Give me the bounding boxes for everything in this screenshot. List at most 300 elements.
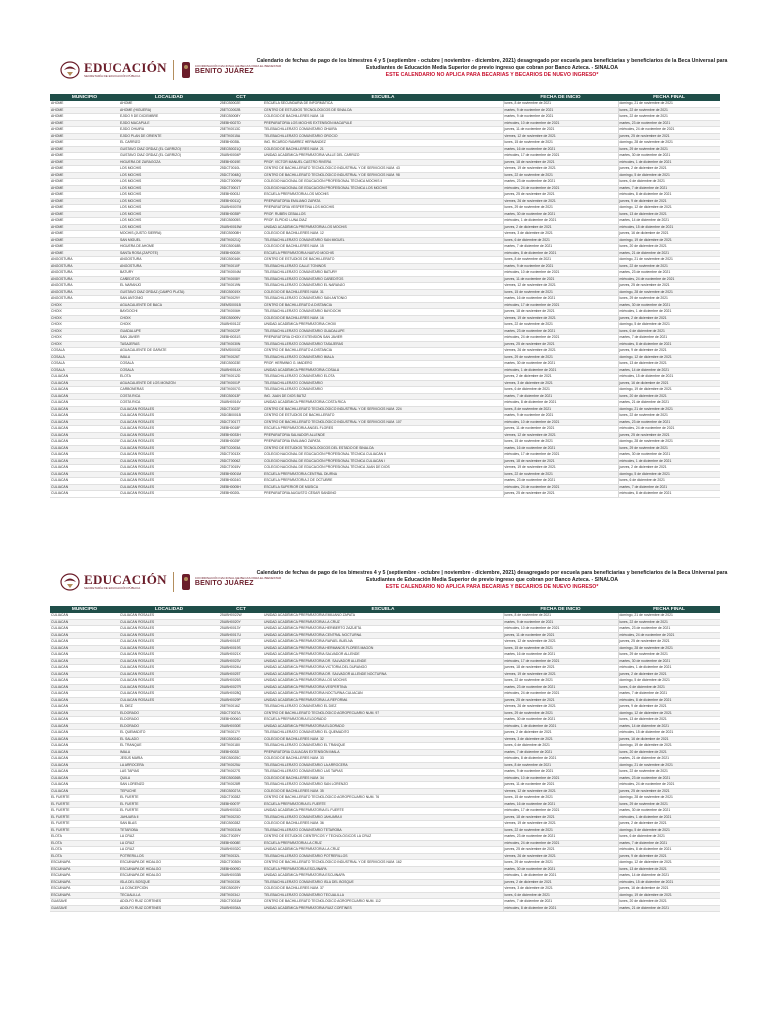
cell-fecha-final: lunes, 29 de noviembre de 2021 (618, 652, 720, 659)
cell-fecha-inicio: viernes, 26 de noviembre de 2021 (503, 348, 618, 355)
cell-escuela: PREPARATORIA EMILIANO ZAPATA (263, 198, 503, 205)
cell-municipio: EL FUERTE (50, 821, 119, 828)
cell-cct: 25UBH0032C (219, 847, 263, 854)
cell-fecha-final: lunes, 13 de diciembre de 2021 (618, 211, 720, 218)
cell-fecha-inicio: martes, 23 de noviembre de 2021 (503, 834, 618, 841)
cell-municipio: ANGOSTURA (50, 296, 119, 303)
cell-escuela: PREPARATORIA VESPERTINA LOS MOCHIS (263, 205, 503, 212)
cell-escuela: COLEGIO DE BACHILLERES NUM. 34 (263, 775, 503, 782)
cell-escuela: PROF. ELPIDIO LUNA DÍAZ (263, 218, 503, 225)
cell-fecha-inicio: miércoles, 17 de noviembre de 2021 (503, 302, 618, 309)
cell-localidad: LOS MOCHIS (119, 218, 219, 225)
cell-cct: 25UBH0004P (219, 153, 263, 160)
cell-cct: 25DCT0022F (219, 406, 263, 413)
cell-fecha-final: lunes, 6 de diciembre de 2021 (618, 834, 720, 841)
cell-escuela: TELEBACHILLERATO COMUNITARIO LA ARROCERA (263, 762, 503, 769)
cell-municipio: CULIACÁN (50, 626, 119, 633)
cell-cct: 25ECB0024D (219, 736, 263, 743)
cell-fecha-final: miércoles, 1 de diciembre de 2021 (618, 159, 720, 166)
cell-escuela: CENTRO DE BACHILLERATO A DISTANCIA (263, 348, 503, 355)
cell-escuela: COLEGIO NACIONAL DE EDUCACIÓN PROFESIONAL TÉCNICA CULIACÁN II (263, 452, 503, 459)
col-localidad: LOCALIDAD (119, 606, 219, 613)
cell-cct: 25UBH0012Z (219, 322, 263, 329)
cell-cct: 25EBH0027D (219, 120, 263, 127)
cell-fecha-inicio: lunes, 6 de diciembre de 2021 (503, 892, 618, 899)
cell-localidad: LAS TAPIAS (119, 769, 219, 776)
cell-escuela: ING. RICARDO RAMÍREZ HERNÁNDEZ (263, 140, 503, 147)
cell-fecha-inicio: martes, 7 de diciembre de 2021 (503, 749, 618, 756)
cell-cct: 25DCT0009W (219, 179, 263, 186)
cell-cct: 25ETK0017Y (219, 730, 263, 737)
cell-fecha-inicio: jueves, 2 de diciembre de 2021 (503, 374, 618, 381)
cell-escuela: COLEGIO NACIONAL DE EDUCACIÓN PROFESIONAL TÉCNICA CULIACÁN I (263, 458, 503, 465)
cell-fecha-final: lunes, 22 de noviembre de 2021 (618, 413, 720, 420)
cell-escuela: COLEGIO DE BACHILLERES NUM. 18 (263, 114, 503, 121)
cell-escuela: UNIDAD ACADÉMICA PREPARATORIA VESPERTINA (263, 684, 503, 691)
cell-fecha-inicio: miércoles, 1 de diciembre de 2021 (503, 873, 618, 880)
cell-municipio: CULIACÁN (50, 665, 119, 672)
cell-municipio: CULIACÁN (50, 736, 119, 743)
cell-escuela: UNIDAD ACADÉMICA PREPARATORIA DR. SALVADOR ALLENDE NOCTURNA (263, 671, 503, 678)
col-escuela: ESCUELA (263, 94, 503, 101)
cell-municipio: AHOME (50, 159, 119, 166)
cell-localidad: CULIACÁN ROSALES (119, 452, 219, 459)
cell-fecha-inicio: viernes, 19 de noviembre de 2021 (503, 166, 618, 173)
cell-fecha-inicio: lunes, 22 de noviembre de 2021 (503, 172, 618, 179)
cell-municipio: AHOME (50, 211, 119, 218)
cell-escuela: COLEGIO DE BACHILLERES NUM. 32 (263, 736, 503, 743)
cell-fecha-inicio: viernes, 3 de diciembre de 2021 (503, 231, 618, 238)
cell-escuela: TELEBACHILLERATO COMUNITARIO TECUALILLA (263, 892, 503, 899)
cell-cct: 25ECB0026B (219, 775, 263, 782)
cell-cct: 25ETC0003A (219, 445, 263, 452)
cell-cct: 25ECB0016K (219, 257, 263, 264)
cell-localidad: SAN LORENZO (119, 782, 219, 789)
cell-fecha-inicio: viernes, 26 de noviembre de 2021 (503, 704, 618, 711)
cell-cct: 25ETK0013C (219, 127, 263, 134)
cell-municipio: CULIACÁN (50, 445, 119, 452)
cell-localidad: CULIACÁN ROSALES (119, 632, 219, 639)
cell-cct: 25UBH0017U (219, 632, 263, 639)
cell-localidad: SAN ANTONIO (119, 296, 219, 303)
cell-municipio: ELOTA (50, 834, 119, 841)
cell-fecha-final: miércoles, 15 de diciembre de 2021 (618, 224, 720, 231)
cell-escuela: UNIDAD ACADÉMICA PREPARATORIA LOS MOCHIS (263, 224, 503, 231)
cell-cct: 25EMS0001B (219, 302, 263, 309)
cell-municipio: AHOME (50, 120, 119, 127)
cell-escuela: TELEBACHILLERATO COMUNITARIO ISLA DEL BOSQUE (263, 879, 503, 886)
cell-localidad: CULIACÁN ROSALES (119, 432, 219, 439)
cell-localidad: TASAJERAS (119, 341, 219, 348)
cell-escuela: UNIDAD ACADÉMICA PREPARATORIA COSTA RICA (263, 400, 503, 407)
cell-municipio: ELOTA (50, 847, 119, 854)
cell-municipio: CULIACÁN (50, 671, 119, 678)
cell-cct: 25EBH0025F (219, 439, 263, 446)
cell-escuela: UNIDAD ACADÉMICA PREPARATORIA RUIZ CORTINES (263, 905, 503, 912)
cell-fecha-final: jueves, 2 de diciembre de 2021 (618, 465, 720, 472)
cell-localidad: GUSTAVO DÍAZ ORDAZ (EL CARRIZO) (119, 153, 219, 160)
cell-cct: 25ETK0032L (219, 853, 263, 860)
cell-escuela: TELEBACHILLERATO COMUNITARIO EL QUEMADITO (263, 730, 503, 737)
cell-cct: 25EBH0008E (219, 840, 263, 847)
cell-cct: 25UBH0021X (219, 652, 263, 659)
cell-fecha-inicio: jueves, 2 de diciembre de 2021 (503, 730, 618, 737)
col-fecha-final: FECHA FINAL (618, 606, 720, 613)
cell-cct: 25EBH0024G (219, 478, 263, 485)
cell-municipio: CULIACÁN (50, 432, 119, 439)
cell-fecha-inicio: miércoles, 10 de noviembre de 2021 (503, 775, 618, 782)
cell-fecha-inicio: martes, 23 de noviembre de 2021 (503, 179, 618, 186)
cell-fecha-final: lunes, 20 de diciembre de 2021 (618, 393, 720, 400)
cell-localidad: EL TRANQUE (119, 743, 219, 750)
notice-text: ESTE CALENDARIO NO APLICA PARA BECARIAS Y BECARIOS DE NUEVO INGRESO* (385, 72, 599, 78)
cell-localidad: HIGUERA DE AHOME (119, 244, 219, 251)
cell-municipio: AHOME (50, 237, 119, 244)
cell-municipio: CULIACÁN (50, 478, 119, 485)
cell-fecha-inicio: martes, 16 de noviembre de 2021 (503, 801, 618, 808)
table-row (50, 860, 720, 867)
cell-municipio: CULIACÁN (50, 387, 119, 394)
cell-cct: 25DCT0028Z (219, 795, 263, 802)
cell-cct: 25ETK0030N (219, 341, 263, 348)
cell-cct: 25EBH0018F (219, 426, 263, 433)
cell-cct: 25ETC0002B (219, 107, 263, 114)
cell-escuela: TELEBACHILLERATO COMUNITARIO SAN LORENZO (263, 782, 503, 789)
cell-fecha-inicio: miércoles, 17 de noviembre de 2021 (503, 808, 618, 815)
cell-municipio: CULIACÁN (50, 413, 119, 420)
cell-fecha-inicio: martes, 30 de noviembre de 2021 (503, 866, 618, 873)
cell-fecha-inicio: jueves, 18 de noviembre de 2021 (503, 159, 618, 166)
cell-fecha-inicio: martes, 9 de noviembre de 2021 (503, 114, 618, 121)
col-cct: CCT (219, 606, 263, 613)
cell-cct: 25ETK0016Z (219, 704, 263, 711)
cell-escuela: TELEBACHILLERATO COMUNITARIO BATURY (263, 270, 503, 277)
cell-municipio: CULIACÁN (50, 465, 119, 472)
cell-fecha-inicio: miércoles, 8 de diciembre de 2021 (503, 400, 618, 407)
cell-municipio: CHOIX (50, 322, 119, 329)
cell-fecha-final: lunes, 20 de diciembre de 2021 (618, 244, 720, 251)
cell-cct: 25ETK0012D (219, 374, 263, 381)
cell-localidad: JAHUARA II (119, 814, 219, 821)
table-header-row (50, 606, 720, 613)
cell-localidad: BAYDOCHI (119, 309, 219, 316)
cell-escuela: PROF. HERMINIO G. MADERO (263, 361, 503, 368)
cell-localidad: CULIACÁN ROSALES (119, 465, 219, 472)
cell-municipio: ANGOSTURA (50, 289, 119, 296)
cell-municipio: ESCUINAPA (50, 873, 119, 880)
cell-fecha-final: domingo, 19 de diciembre de 2021 (618, 743, 720, 750)
cell-cct: 25UBH0013Y (219, 626, 263, 633)
cell-fecha-inicio: miércoles, 24 de noviembre de 2021 (503, 335, 618, 342)
cell-cct: 25EBH0032I (219, 749, 263, 756)
cell-municipio: GUASAVE (50, 905, 119, 912)
cell-localidad: EJIDO OHUIRA (119, 127, 219, 134)
cell-fecha-inicio: miércoles, 1 de diciembre de 2021 (503, 218, 618, 225)
cell-cct: 25EMS0003Z (219, 348, 263, 355)
cell-localidad: ESCUINAPA DE HIDALGO (119, 873, 219, 880)
cell-municipio: CHOIX (50, 315, 119, 322)
cell-localidad: TECUALILLA (119, 892, 219, 899)
cell-fecha-inicio: martes, 16 de noviembre de 2021 (503, 445, 618, 452)
cell-fecha-final: jueves, 16 de diciembre de 2021 (618, 886, 720, 893)
logo-divider (173, 572, 174, 592)
cell-cct: 25ETK0023O (219, 814, 263, 821)
cell-fecha-inicio: lunes, 29 de noviembre de 2021 (503, 710, 618, 717)
cell-cct: 25EBH0007F (219, 801, 263, 808)
cell-cct: 25ECB0008Y (219, 114, 263, 121)
cell-cct: 25UBH0020Y (219, 619, 263, 626)
cell-fecha-inicio: lunes, 29 de noviembre de 2021 (503, 205, 618, 212)
cell-cct: 25DCT0015V (219, 465, 263, 472)
cell-municipio: CULIACÁN (50, 704, 119, 711)
cell-localidad: LOS MOCHIS (119, 211, 219, 218)
cell-fecha-inicio: jueves, 25 de noviembre de 2021 (503, 847, 618, 854)
cell-fecha-final: miércoles, 24 de noviembre de 2021 (618, 632, 720, 639)
cell-localidad: EL SALADO (119, 736, 219, 743)
cell-fecha-inicio: martes, 9 de noviembre de 2021 (503, 619, 618, 626)
cell-municipio: CULIACÁN (50, 743, 119, 750)
cell-localidad: GUADALUPE (119, 328, 219, 335)
cell-localidad: ANGOSTURA (119, 263, 219, 270)
cell-cct: 25ETK0034J (219, 892, 263, 899)
cell-escuela: PREPARATORIA SALVADOR ALLENDE (263, 432, 503, 439)
cell-escuela: TELEBACHILLERATO COMUNITARIO SAN MIGUEL (263, 237, 503, 244)
cell-localidad: LOS MOCHIS (119, 179, 219, 186)
cell-fecha-final: lunes, 29 de noviembre de 2021 (618, 445, 720, 452)
cell-cct: 25DGB0001B (219, 413, 263, 420)
cell-fecha-inicio: lunes, 6 de diciembre de 2021 (503, 743, 618, 750)
cell-municipio: AHOME (50, 244, 119, 251)
cell-escuela: UNIDAD ACADÉMICA PREPARATORIA COSALÁ (263, 367, 503, 374)
cell-cct: 25UBH0022W (219, 613, 263, 619)
cell-municipio: ANGOSTURA (50, 257, 119, 264)
cell-fecha-inicio: lunes, 8 de noviembre de 2021 (503, 613, 618, 619)
cell-fecha-final: miércoles, 15 de diciembre de 2021 (618, 730, 720, 737)
cell-escuela: PREPARATORIA CULIACÁN EXTENSIÓN IMALA (263, 749, 503, 756)
cell-escuela: ESCUELA PREPARATORIA NUEVO MOCHIS (263, 250, 503, 257)
cell-municipio: CULIACÁN (50, 788, 119, 795)
cell-cct: 25EBH0001M (219, 471, 263, 478)
cell-fecha-final: domingo, 5 de diciembre de 2021 (618, 471, 720, 478)
cell-fecha-inicio: jueves, 11 de noviembre de 2021 (503, 426, 618, 433)
cell-fecha-final: miércoles, 8 de diciembre de 2021 (618, 491, 720, 498)
cell-cct: 25ECB0023E (219, 361, 263, 368)
cell-municipio: AHOME (50, 140, 119, 147)
cell-escuela: COLEGIO DE BACHILLERES NUM. 16 (263, 315, 503, 322)
cell-fecha-final: domingo, 12 de diciembre de 2021 (618, 860, 720, 867)
cell-fecha-final: miércoles, 8 de diciembre de 2021 (618, 341, 720, 348)
cell-fecha-inicio: martes, 16 de noviembre de 2021 (503, 652, 618, 659)
cell-cct: 25EBH0011Q (219, 198, 263, 205)
cell-municipio: CULIACÁN (50, 782, 119, 789)
col-fecha-inicio: FECHA DE INICIO (503, 606, 618, 613)
cell-localidad: LOS MOCHIS (119, 224, 219, 231)
cell-localidad: IMALA (119, 354, 219, 361)
cell-escuela: COLEGIO NACIONAL DE EDUCACIÓN PROFESIONAL TÉCNICA LOS MOCHIS (263, 185, 503, 192)
cell-escuela: UNIDAD ACADÉMICA PREPARATORIA VICTORIA DEL DURANGO (263, 665, 503, 672)
cell-escuela: ESCUELA SUPERIOR DE MÚSICA (263, 484, 503, 491)
cell-localidad: LA CRUZ (119, 840, 219, 847)
cell-cct: 25UBH0026S (219, 678, 263, 685)
cell-localidad: CULIACÁN ROSALES (119, 658, 219, 665)
cell-fecha-final: domingo, 21 de noviembre de 2021 (618, 406, 720, 413)
cell-municipio: CHOIX (50, 341, 119, 348)
cell-escuela: ESCUELA PREPARATORIA LA CRUZ (263, 840, 503, 847)
cell-escuela: PREPARATORIA AUGUSTO CÉSAR SANDINO (263, 491, 503, 498)
cell-fecha-inicio: jueves, 25 de noviembre de 2021 (503, 192, 618, 199)
cell-fecha-inicio: lunes, 6 de diciembre de 2021 (503, 387, 618, 394)
cell-cct: 25UBH0014X (219, 367, 263, 374)
cell-localidad: CULIACÁN ROSALES (119, 406, 219, 413)
cell-cct: 25UBH0027R (219, 684, 263, 691)
col-cct: CCT (219, 94, 263, 101)
cell-fecha-inicio: martes, 9 de noviembre de 2021 (503, 107, 618, 114)
cell-escuela: UNIDAD ACADÉMICA PREPARATORIA LOS MOCHIS (263, 678, 503, 685)
cell-escuela: TELEBACHILLERATO COMUNITARIO GUADALUPE (263, 328, 503, 335)
cell-municipio: CULIACÁN (50, 730, 119, 737)
cell-fecha-final: lunes, 6 de diciembre de 2021 (618, 328, 720, 335)
cell-fecha-final: martes, 23 de noviembre de 2021 (618, 270, 720, 277)
cell-fecha-final: martes, 14 de diciembre de 2021 (618, 873, 720, 880)
cell-municipio: CULIACÁN (50, 458, 119, 465)
cell-municipio: AHOME (50, 250, 119, 257)
cell-fecha-final: domingo, 28 de noviembre de 2021 (618, 439, 720, 446)
cell-municipio: ANGOSTURA (50, 283, 119, 290)
cell-fecha-final: lunes, 22 de noviembre de 2021 (618, 263, 720, 270)
cell-cct: 25EBH0035P (219, 211, 263, 218)
cell-fecha-inicio: viernes, 19 de noviembre de 2021 (503, 315, 618, 322)
cell-cct: 25EBH0033H (219, 432, 263, 439)
cell-fecha-final: jueves, 9 de diciembre de 2021 (618, 853, 720, 860)
cell-cct: 25ETK0025U (219, 762, 263, 769)
col-escuela: ESCUELA (263, 606, 503, 613)
cell-cct: 25ECB0008H (219, 231, 263, 238)
cell-fecha-final: martes, 14 de diciembre de 2021 (618, 367, 720, 374)
cell-escuela: TELEBACHILLERATO COMUNITARIO IMALA (263, 354, 503, 361)
cell-municipio: CULIACÁN (50, 723, 119, 730)
cell-municipio: AHOME (50, 114, 119, 121)
cell-municipio: AHOME (50, 192, 119, 199)
cell-cct: 25ECB0028Z (219, 821, 263, 828)
cell-fecha-inicio: viernes, 26 de noviembre de 2021 (503, 198, 618, 205)
cell-escuela: UNIDAD ACADÉMICA PREPARATORIA ELDORADO (263, 723, 503, 730)
cell-escuela: UNIDAD ACADÉMICA PREPARATORIA CENTRAL NOCTURNA (263, 632, 503, 639)
cell-municipio: CULIACÁN (50, 756, 119, 763)
cell-localidad: CULIACÁN ROSALES (119, 478, 219, 485)
cell-cct: 25UBH0016V (219, 400, 263, 407)
cell-escuela: TELEBACHILLERATO COMUNITARIO (263, 387, 503, 394)
cell-escuela: ESCUELA PREPARATORIA LOS MOCHIS (263, 192, 503, 199)
cell-localidad: CULIACÁN ROSALES (119, 678, 219, 685)
cell-cct: 25ECB0029Y (219, 886, 263, 893)
cell-fecha-final: miércoles, 24 de noviembre de 2021 (618, 782, 720, 789)
table-row (50, 671, 720, 678)
cell-fecha-final: miércoles, 1 de diciembre de 2021 (618, 814, 720, 821)
cell-localidad: LOS MOCHIS (119, 192, 219, 199)
cell-localidad: EL NARANJO (119, 283, 219, 290)
cell-fecha-final: domingo, 21 de noviembre de 2021 (618, 257, 720, 264)
cell-fecha-final: martes, 23 de noviembre de 2021 (618, 419, 720, 426)
sep-logo (60, 60, 281, 80)
cell-localidad: ELDORADO (119, 710, 219, 717)
cell-localidad: EJIDO MACAPULE (119, 120, 219, 127)
cell-escuela: ING. JUAN DE DIOS BÁTIZ (263, 393, 503, 400)
document-title: Calendario de fechas de pago de los bimestres 4 y 5 (septiembre - octubre | noviembre - diciembre, 2021) desagregado por escuela para beneficiarias y beneficiarios de la Beca Universal para Estudiantes de Educación Media Superior de previo ingreso que cobran por Banco Azteca. - SINALOA ESTE CALENDARIO NO APLICA PARA BECARIAS Y BECARIOS DE NUEVO INGRESO* (252, 570, 732, 591)
cell-fecha-final: domingo, 5 de diciembre de 2021 (618, 678, 720, 685)
cell-localidad: EL FUERTE (119, 801, 219, 808)
col-municipio: MUNICIPIO (50, 94, 119, 101)
cell-escuela: TELEBACHILLERATO COMUNITARIO BAYDOCHI (263, 309, 503, 316)
notice-text: ESTE CALENDARIO NO APLICA PARA BECARIAS Y BECARIOS DE NUEVO INGRESO* (385, 584, 599, 590)
cell-fecha-inicio: viernes, 26 de noviembre de 2021 (503, 853, 618, 860)
table-row (50, 419, 720, 426)
cell-fecha-final: martes, 7 de diciembre de 2021 (618, 840, 720, 847)
cell-fecha-final: miércoles, 8 de diciembre de 2021 (618, 847, 720, 854)
cell-fecha-final: lunes, 6 de diciembre de 2021 (618, 684, 720, 691)
cell-fecha-final: jueves, 2 de diciembre de 2021 (618, 821, 720, 828)
cell-fecha-final: lunes, 13 de diciembre de 2021 (618, 361, 720, 368)
cell-fecha-inicio: jueves, 11 de noviembre de 2021 (503, 127, 618, 134)
cell-fecha-final: lunes, 29 de noviembre de 2021 (618, 801, 720, 808)
cell-escuela: CENTRO DE ESTUDIOS DE BACHILLERATO (263, 257, 503, 264)
cell-municipio: CULIACÁN (50, 439, 119, 446)
cell-municipio: CULIACÁN (50, 613, 119, 619)
cell-municipio: ANGOSTURA (50, 270, 119, 277)
cell-fecha-final: domingo, 19 de diciembre de 2021 (618, 892, 720, 899)
cell-municipio: ELOTA (50, 840, 119, 847)
cell-cct: 25ETK0029Y (219, 296, 263, 303)
cell-localidad: CHOIX (119, 315, 219, 322)
cell-municipio: AHOME (50, 101, 119, 107)
cell-municipio: ESCUINAPA (50, 886, 119, 893)
cell-escuela: UNIDAD ACADÉMICA PREPARATORIA CHOIX (263, 322, 503, 329)
cell-escuela: UNIDAD ACADÉMICA PREPARATORIA HERIBERTO ZAZUETA (263, 626, 503, 633)
cell-escuela: TELEBACHILLERATO COMUNITARIO JAHUARA II (263, 814, 503, 821)
document-title: Calendario de fechas de pago de los bimestres 4 y 5 (septiembre - octubre | noviembre - diciembre, 2021) desagregado por escuela para beneficiarias y beneficiarios de la Beca Universal para Estudiantes de Educación Media Superior de previo ingreso que cobran por Banco Azteca. - SINALOA ESTE CALENDARIO NO APLICA PARA BECARIAS Y BECARIOS DE NUEVO INGRESO* (252, 58, 732, 79)
cell-municipio: AHOME (50, 146, 119, 153)
col-municipio: MUNICIPIO (50, 606, 119, 613)
cell-fecha-inicio: lunes, 29 de noviembre de 2021 (503, 860, 618, 867)
cell-escuela: UNIDAD ACADÉMICA PREPARATORIA NOCTURNA CULIACÁN (263, 691, 503, 698)
cell-cct: 25EBH0005H (219, 484, 263, 491)
cell-localidad: CULIACÁN ROSALES (119, 439, 219, 446)
cell-municipio: CHOIX (50, 328, 119, 335)
cell-fecha-inicio: jueves, 25 de noviembre de 2021 (503, 697, 618, 704)
cell-cct: 25ETK0026T (219, 354, 263, 361)
cell-fecha-final: martes, 14 de diciembre de 2021 (618, 218, 720, 225)
cell-escuela: CENTRO DE ESTUDIOS DE BACHILLERATO (263, 413, 503, 420)
cell-escuela: TELEBACHILLERATO COMUNITARIO EL NARANJO (263, 283, 503, 290)
cell-localidad: EL DIEZ (119, 704, 219, 711)
cell-cct: 25UBH0033B (219, 873, 263, 880)
cell-fecha-final: martes, 30 de noviembre de 2021 (618, 658, 720, 665)
cell-escuela: ESCUELA PREPARATORIA CENTRAL DIURNA (263, 471, 503, 478)
table-body (50, 613, 720, 912)
cell-fecha-final: domingo, 5 de diciembre de 2021 (618, 827, 720, 834)
cell-municipio: AHOME (50, 107, 119, 114)
cell-escuela: PREPARATORIA EMILIANO ZAPATA (263, 439, 503, 446)
cell-localidad: CULIACÁN ROSALES (119, 491, 219, 498)
cell-escuela: CENTRO DE ESTUDIOS TECNOLÓGICOS DE SINALOA (263, 107, 503, 114)
cell-escuela: UNIDAD ACADÉMICA PREPARATORIA LA REFORMA (263, 697, 503, 704)
cell-fecha-final: miércoles, 15 de diciembre de 2021 (618, 879, 720, 886)
cell-fecha-inicio: martes, 16 de noviembre de 2021 (503, 146, 618, 153)
cell-escuela: UNIDAD ACADÉMICA PREPARATORIA SALVADOR ALLENDE (263, 652, 503, 659)
cell-escuela: CENTRO DE BACHILLERATO TECNOLÓGICO AGROPECUARIO NUM. 112 (263, 899, 503, 906)
cell-cct: 25ETK0027S (219, 769, 263, 776)
cell-fecha-final: martes, 7 de diciembre de 2021 (618, 185, 720, 192)
cell-fecha-final: martes, 7 de diciembre de 2021 (618, 335, 720, 342)
